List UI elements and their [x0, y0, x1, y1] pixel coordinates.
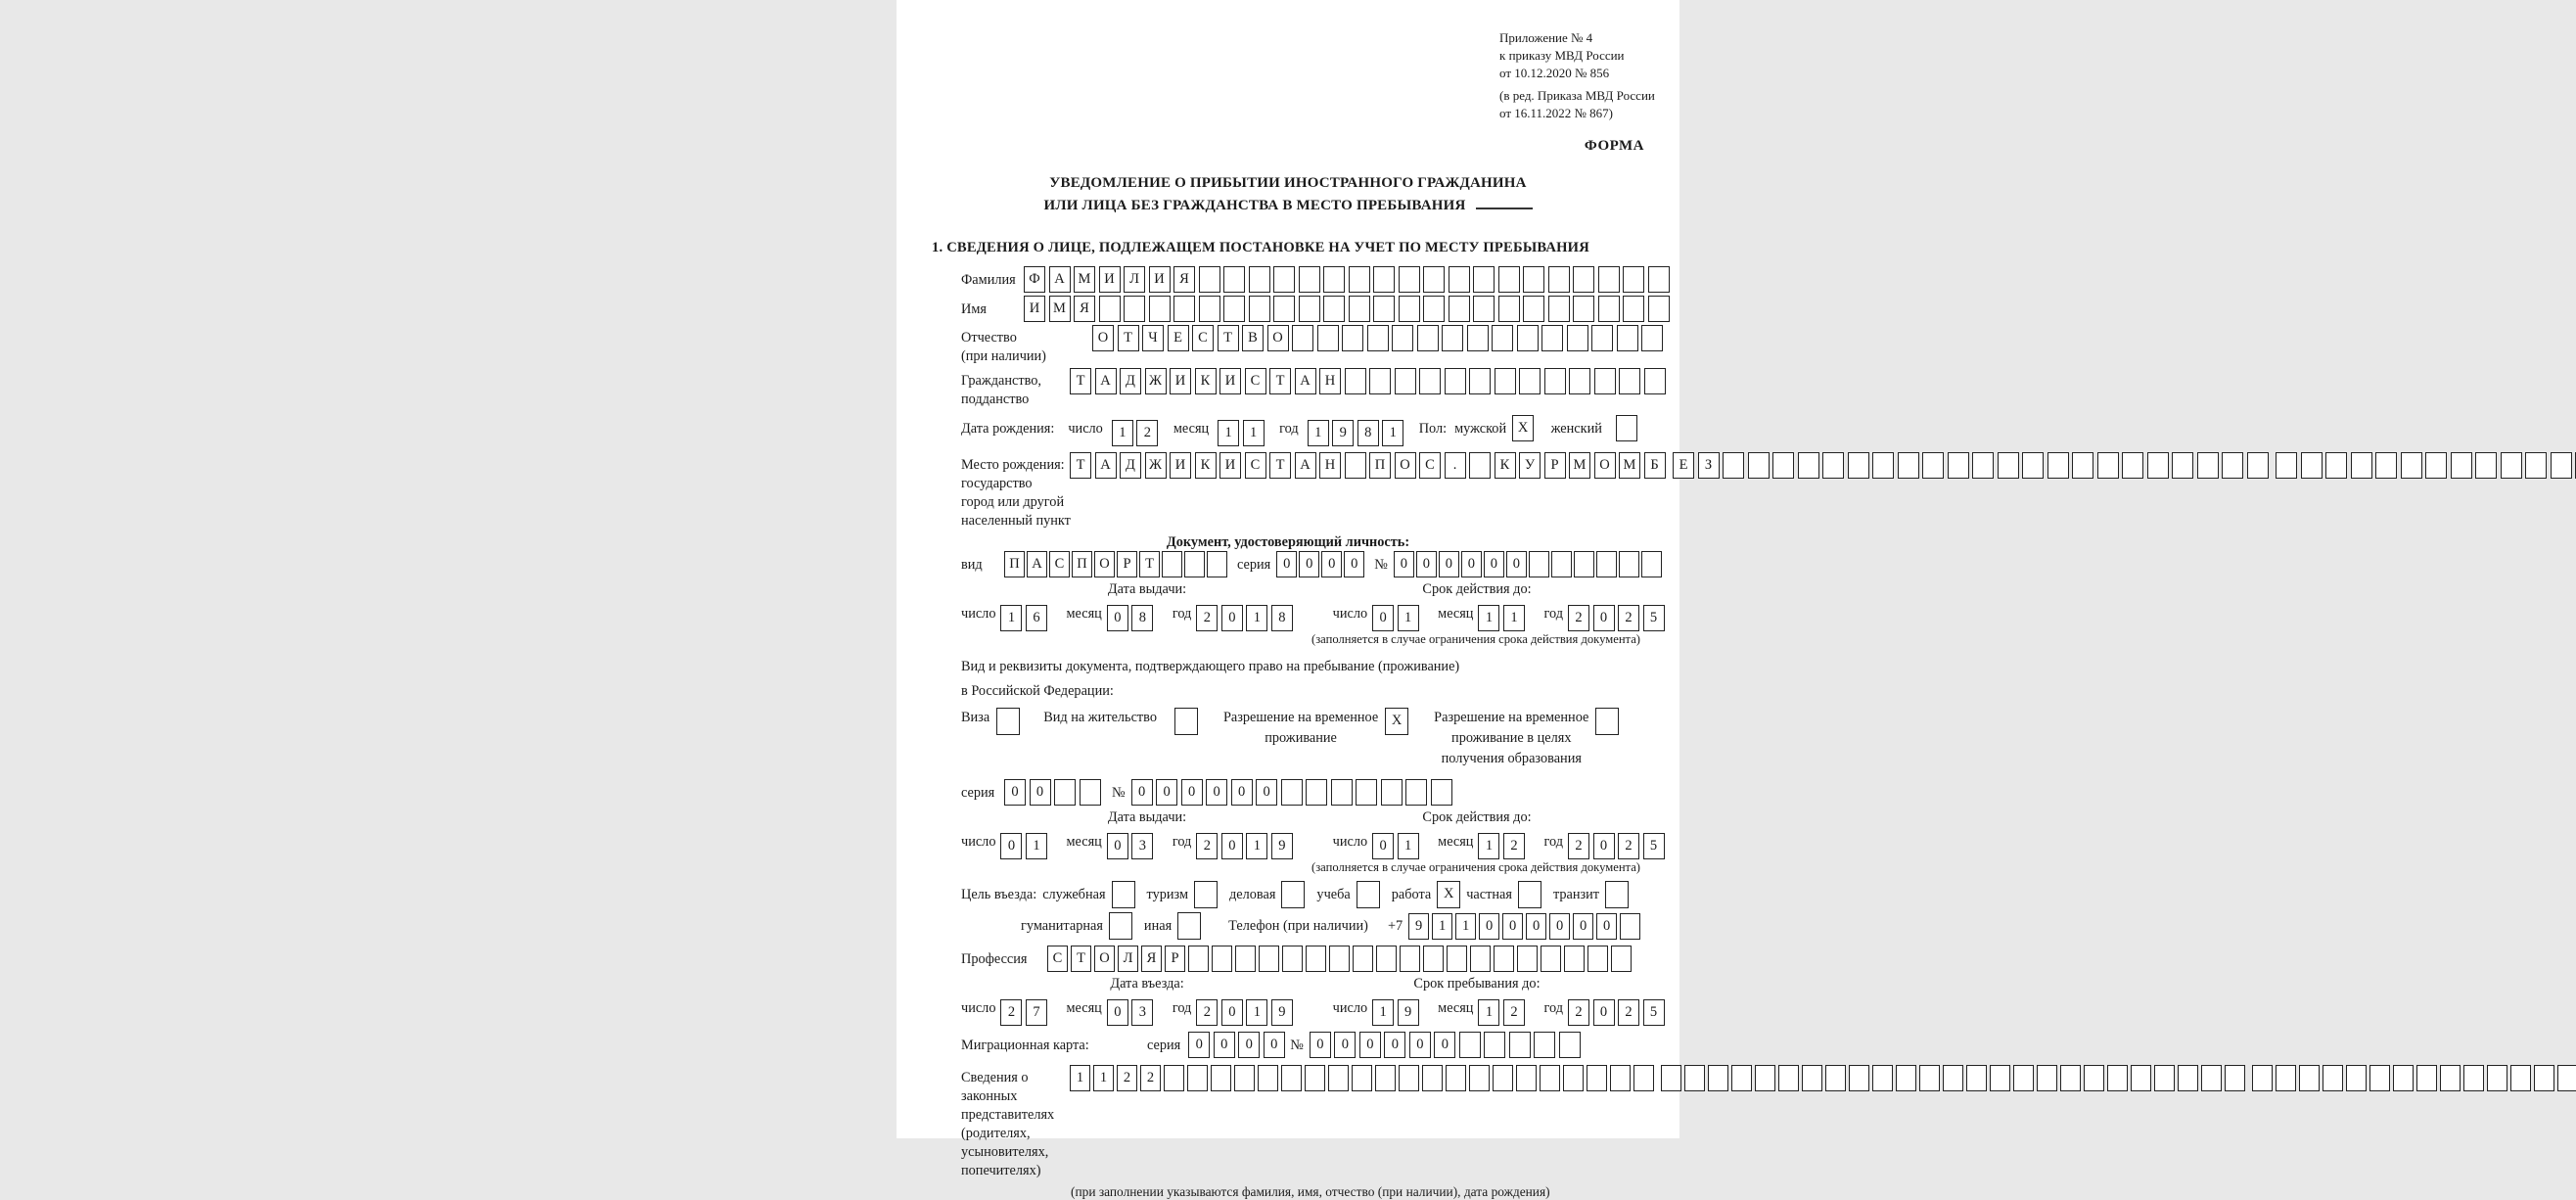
female-checkbox: [1616, 415, 1641, 441]
day-label: число: [961, 834, 996, 850]
given-name-cells: И М Я: [1024, 296, 1673, 322]
given-name-label: Имя: [961, 301, 987, 317]
representatives-note: (при заполнении указываются фамилия, имя, отчество (при наличии), дата рождения): [1071, 1184, 1550, 1199]
option-residence-permit: Вид на жительство: [1043, 708, 1198, 735]
year-label: год: [1279, 421, 1299, 437]
citizenship-cells: Т А Д Ж И К И С Т А Н: [1070, 368, 1669, 394]
representatives-cells-row1: 1 1 2 2: [1070, 1065, 1657, 1091]
day-label: число: [1332, 1000, 1368, 1016]
purpose-humanitarian-label: гуманитарная: [1021, 917, 1103, 934]
education-permit-checkbox: [1595, 708, 1619, 735]
purpose-transit-checkbox: [1605, 881, 1629, 908]
form-title-line2: ИЛИ ЛИЦА БЕЗ ГРАЖДАНСТВА В МЕСТО ПРЕБЫВАНИЯ: [897, 194, 1679, 216]
doc-issue-year-cells: 2 0 1 8: [1196, 605, 1296, 631]
residence-valid-month-cells: 1 2: [1478, 833, 1528, 859]
issue-date-heading: Дата выдачи:: [1107, 581, 1187, 597]
birth-date-row: [961, 415, 1679, 446]
year-label: год: [1172, 1000, 1192, 1016]
purpose-business-checkbox: [1281, 881, 1305, 908]
appendix-line: Приложение № 4: [1499, 30, 1593, 45]
profession-label: Профессия: [961, 951, 1028, 967]
migration-card-row: [961, 1032, 1679, 1059]
year-label: год: [1172, 834, 1192, 850]
birth-place-labels: Место рождения: государство город или другой населенный пункт: [961, 457, 1071, 529]
phone-cells: 9 1 1 0 0 0 0 0 0: [1408, 913, 1643, 940]
residence-number-cells: 0 0 0 0 0 0: [1131, 779, 1456, 806]
representatives-cells-row2: [1661, 1065, 2248, 1091]
year-label: год: [1543, 834, 1563, 850]
birth-date-label: Дата рождения:: [961, 421, 1055, 437]
purpose-work-checkbox: X: [1437, 881, 1460, 908]
stay-day-cells: 1 9: [1372, 999, 1422, 1026]
phone-prefix: +7: [1387, 918, 1403, 934]
day-label: число: [1332, 834, 1368, 850]
purpose-label: Цель въезда:: [961, 886, 1037, 902]
month-label: месяц: [1173, 421, 1210, 437]
doc-valid-year-cells: 2 0 2 5: [1568, 605, 1668, 631]
birth-month-cells: 1 1: [1218, 420, 1267, 446]
surname-cells: Ф А М И Л И Я: [1024, 266, 1673, 293]
form-title-line1: УВЕДОМЛЕНИЕ О ПРИБЫТИИ ИНОСТРАННОГО ГРАЖДАНИНА: [1049, 175, 1527, 191]
profession-row: [961, 946, 1679, 973]
surname-label: Фамилия: [961, 272, 1016, 288]
doc-series-cells: 0 0 0 0: [1276, 551, 1366, 577]
phone-label: Телефон (при наличии): [1228, 917, 1368, 934]
purpose-private-label: частная: [1466, 886, 1512, 902]
validity-note: (заполняется в случае ограничения срока действия документа): [1311, 860, 1640, 874]
surname-row: [961, 266, 1679, 294]
migration-card-number-cells: 0 0 0 0 0 0: [1310, 1032, 1585, 1058]
day-label: число: [961, 1000, 996, 1016]
entry-date-headings: [961, 976, 1679, 992]
residence-doc-dates: [961, 828, 1679, 859]
doc-valid-day-cells: 0 1: [1372, 605, 1422, 631]
visa-checkbox: [996, 708, 1020, 735]
residence-series-cells: 0 0: [1004, 779, 1104, 806]
purpose-business-label: деловая: [1229, 886, 1276, 902]
month-label: месяц: [1066, 606, 1102, 622]
day-label: число: [961, 606, 996, 622]
form-label: ФОРМА: [1584, 138, 1644, 154]
patronymic-label: Отчество (при наличии): [961, 330, 1046, 364]
doc-number-cells: 0 0 0 0 0 0: [1394, 551, 1664, 577]
female-label: женский: [1550, 421, 1602, 437]
birth-day-cells: 1 2: [1112, 420, 1162, 446]
identity-doc-dates: [961, 600, 1679, 631]
purpose-work-label: работа: [1391, 886, 1432, 902]
year-label: год: [1172, 606, 1192, 622]
profession-cells: С Т О Л Я Р: [1047, 946, 1634, 972]
stay-month-cells: 1 2: [1478, 999, 1528, 1026]
form-title: [897, 172, 1679, 216]
purpose-study-checkbox: [1357, 881, 1380, 908]
citizenship-row: [961, 368, 1679, 409]
residence-issue-month-cells: 0 3: [1107, 833, 1157, 859]
doc-type-cells: П А С П О Р Т: [1004, 551, 1229, 577]
residence-doc-intro: Вид и реквизиты документа, подтверждающего право на пребывание (проживание) в Российской Федерации:: [961, 659, 1460, 699]
sex-label: Пол:: [1418, 421, 1448, 437]
entry-date-heading: Дата въезда:: [1110, 976, 1184, 992]
purpose-tourism-checkbox: [1194, 881, 1218, 908]
month-label: месяц: [1438, 834, 1474, 850]
temporary-permit-checkbox: X: [1385, 708, 1408, 735]
number-label: №: [1112, 785, 1126, 801]
citizenship-label: Гражданство, подданство: [961, 373, 1041, 407]
doc-type-label: вид: [961, 557, 983, 573]
doc-series-label: серия: [1237, 557, 1271, 573]
month-label: месяц: [1066, 1000, 1102, 1016]
residence-issue-year-cells: 2 0 1 9: [1196, 833, 1296, 859]
doc-issue-day-cells: 1 6: [1000, 605, 1050, 631]
appendix-line: от 10.12.2020 № 856: [1499, 66, 1610, 80]
valid-until-heading: Срок действия до:: [1422, 809, 1532, 825]
representatives-labels: Сведения о законных представителях (родителях, усыновителях, попечителях): [961, 1070, 1055, 1178]
birth-place-cells-row2: Е З: [1673, 452, 2272, 479]
male-checkbox: X: [1512, 415, 1538, 441]
visit-purpose-row2: [1021, 912, 1679, 940]
given-name-row: [961, 296, 1679, 323]
residence-valid-day-cells: 0 1: [1372, 833, 1422, 859]
identity-doc-heading: Документ, удостоверяющий личность:: [1166, 534, 1410, 550]
doc-issue-month-cells: 0 8: [1107, 605, 1157, 631]
series-label: серия: [961, 785, 995, 801]
identity-doc-date-headings: [961, 581, 1679, 598]
purpose-other-checkbox: [1177, 912, 1201, 940]
purpose-other-label: иная: [1143, 917, 1173, 934]
birth-year-cells: 1 9 8 1: [1308, 420, 1407, 446]
patronymic-row: [961, 325, 1679, 366]
patronymic-cells: О Т Ч Е С Т В О: [1092, 325, 1667, 351]
option-temporary-permit: Разрешение на временное проживание X: [1223, 708, 1408, 749]
birth-place-cells-row1: Т А Д Ж И К И С Т А Н П О С . К У Р М О М Б: [1070, 452, 1669, 479]
year-label: год: [1543, 1000, 1563, 1016]
edition-line: от 16.11.2022 № 867): [1499, 106, 1614, 120]
arrival-notification-form: [897, 0, 1713, 1199]
entry-month-cells: 0 3: [1107, 999, 1157, 1026]
year-label: год: [1543, 606, 1563, 622]
valid-until-heading: Срок действия до:: [1422, 581, 1532, 597]
purpose-study-label: учеба: [1316, 886, 1351, 902]
residence-doc-options: [961, 708, 1679, 769]
identity-doc-row: [961, 551, 1679, 578]
male-label: мужской: [1454, 421, 1507, 437]
purpose-official-checkbox: [1112, 881, 1135, 908]
appendix-header: [1499, 29, 1679, 122]
month-label: месяц: [1438, 1000, 1474, 1016]
doc-valid-month-cells: 1 1: [1478, 605, 1528, 631]
visit-purpose-row: [961, 881, 1679, 908]
validity-note: (заполняется в случае ограничения срока действия документа): [1311, 632, 1640, 646]
section1-heading: 1. СВЕДЕНИЯ О ЛИЦЕ, ПОДЛЕЖАЩЕМ ПОСТАНОВКЕ НА УЧЕТ ПО МЕСТУ ПРЕБЫВАНИЯ: [932, 240, 1589, 255]
birth-place-cells-row3: [2276, 452, 2576, 479]
appendix-line: к приказу МВД России: [1499, 48, 1625, 63]
purpose-official-label: служебная: [1042, 886, 1106, 902]
doc-number-label: №: [1374, 557, 1388, 573]
issue-date-heading: Дата выдачи:: [1107, 809, 1187, 825]
residence-valid-year-cells: 2 0 2 5: [1568, 833, 1668, 859]
residence-doc-date-headings: [961, 809, 1679, 826]
purpose-transit-label: транзит: [1552, 886, 1600, 902]
option-education-permit: Разрешение на временное проживание в целях получения образования: [1434, 708, 1619, 769]
purpose-humanitarian-checkbox: [1109, 912, 1132, 940]
representatives-block: [961, 1065, 1679, 1180]
migration-card-series-cells: 0 0 0 0: [1188, 1032, 1288, 1058]
migration-card-label: Миграционная карта:: [961, 1038, 1089, 1053]
entry-year-cells: 2 0 1 9: [1196, 999, 1296, 1026]
residence-doc-series-row: [961, 779, 1679, 807]
month-label: месяц: [1066, 834, 1102, 850]
purpose-tourism-label: туризм: [1146, 886, 1189, 902]
entry-stay-dates: [961, 994, 1679, 1026]
representatives-cells-row3: [2252, 1065, 2576, 1091]
residence-issue-day-cells: 0 1: [1000, 833, 1050, 859]
edition-line: (в ред. Приказа МВД России: [1499, 88, 1655, 103]
stay-year-cells: 2 0 2 5: [1568, 999, 1668, 1026]
day-label: число: [1068, 421, 1103, 437]
day-label: число: [1332, 606, 1368, 622]
number-label: №: [1290, 1038, 1304, 1053]
entry-day-cells: 2 7: [1000, 999, 1050, 1026]
stay-until-heading: Срок пребывания до:: [1413, 976, 1541, 992]
option-visa: Виза: [961, 708, 1020, 735]
purpose-private-checkbox: [1518, 881, 1541, 908]
birth-place-block: [961, 452, 1713, 531]
month-label: месяц: [1438, 606, 1474, 622]
series-label: серия: [1147, 1038, 1181, 1053]
residence-permit-checkbox: [1174, 708, 1198, 735]
title-blank-line: [1476, 194, 1533, 209]
